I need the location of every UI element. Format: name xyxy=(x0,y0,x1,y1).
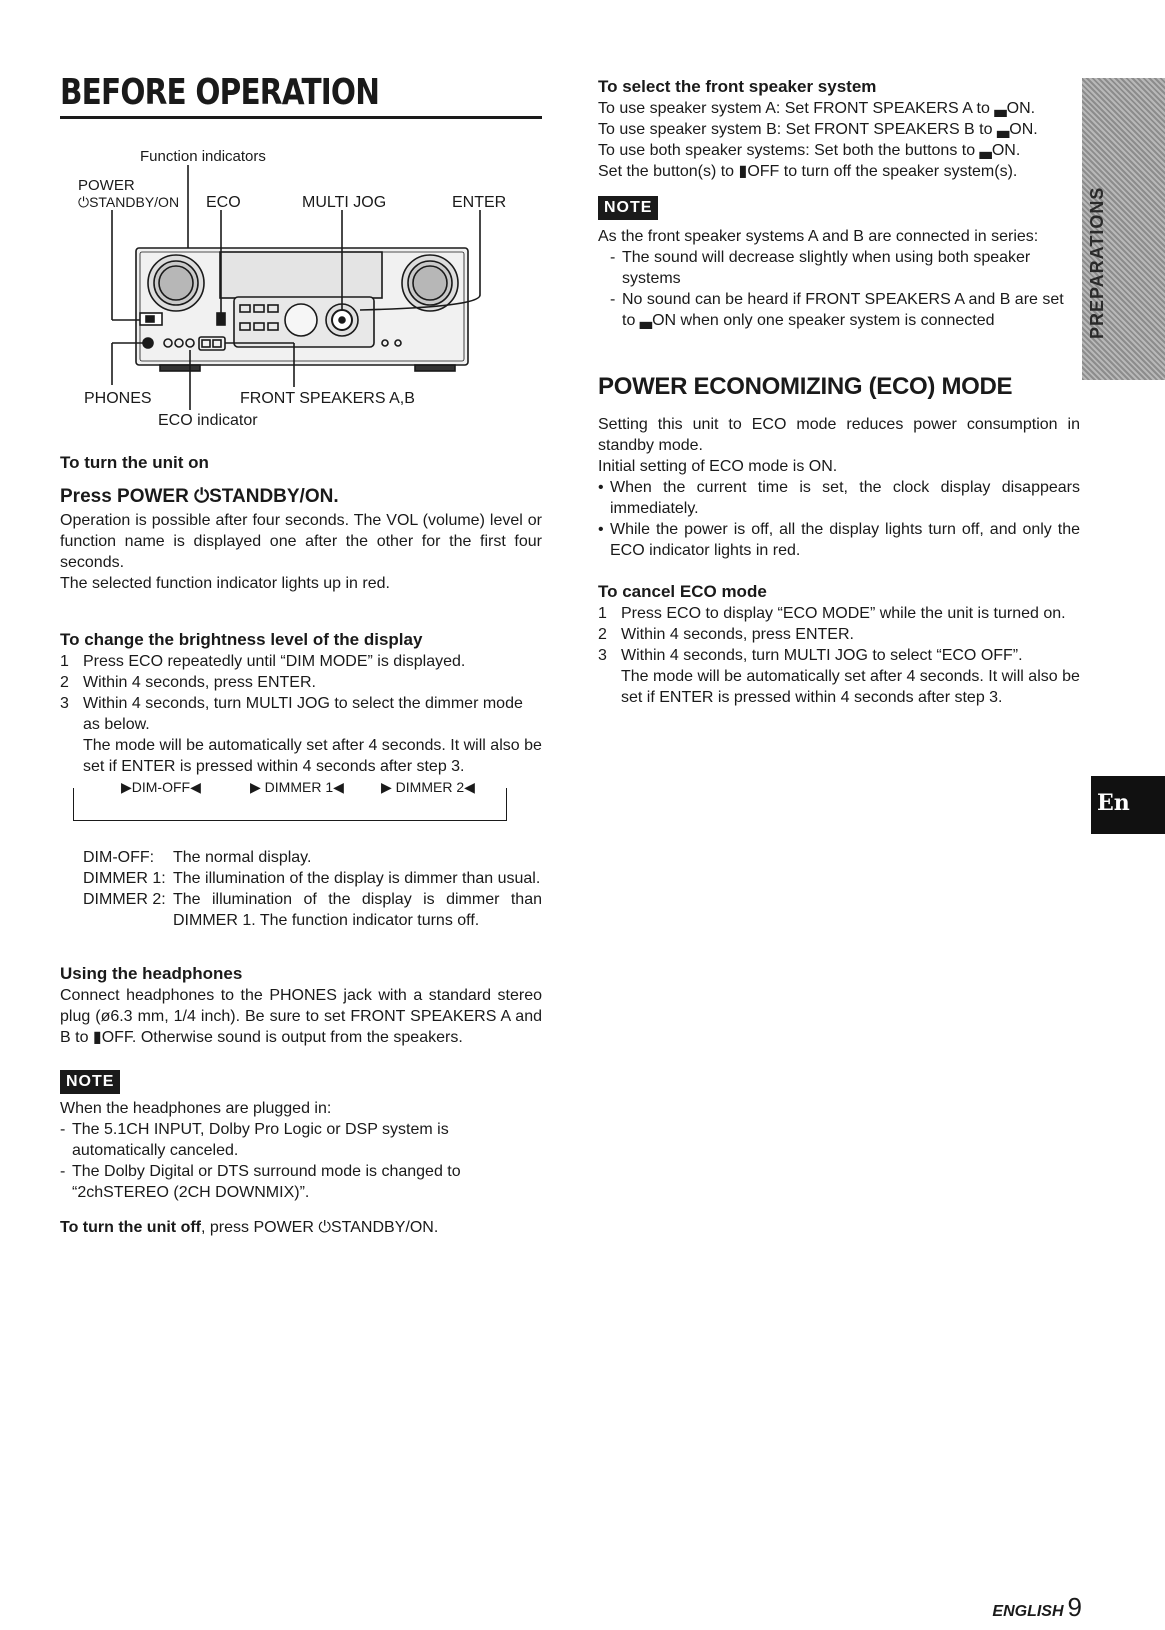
front-speaker-section xyxy=(598,76,1080,331)
page-footer xyxy=(992,1592,1082,1623)
language-tab xyxy=(1091,776,1165,834)
list-item: 3 Within 4 seconds, turn MULTI JOG to select “ECO OFF”. xyxy=(598,647,1023,664)
turn-on-press: Press POWER ⏻STANDBY/ON. xyxy=(60,486,339,507)
headphones-body: Connect headphones to the PHONES jack with a standard stereo plug (ø6.3 mm, 1/4 inch). Be sure to set FRONT SPEAKERS A and B to ▮OFF. Otherwise sound is output from the speakers. xyxy=(60,987,542,1046)
list-item: - The sound will decrease slightly when using both speaker systems xyxy=(610,249,1031,287)
turn-off-rest: , press POWER ⏻STANDBY/ON. xyxy=(201,1219,439,1236)
headphones-section xyxy=(60,963,542,1203)
cancel-eco-heading: To cancel ECO mode xyxy=(598,582,767,601)
list-item: • While the power is off, all the display lights turn off, and only the ECO indicator lights in red. xyxy=(598,521,1080,559)
note-intro: As the front speaker systems A and B are connected in series: xyxy=(598,228,1039,245)
dimmer-definitions xyxy=(83,847,542,931)
def-row: DIM-OFF: The normal display. xyxy=(83,849,312,866)
headphones-heading: Using the headphones xyxy=(60,964,243,983)
language-tab-label: En xyxy=(1097,790,1130,816)
turn-on-body2: The selected function indicator lights up in red. xyxy=(60,575,390,592)
note-list xyxy=(60,1119,542,1203)
eco-mode-bullets xyxy=(598,477,1080,561)
flow-dim-off: ▶DIM-OFF◀ xyxy=(121,779,201,795)
speaker-line-off: Set the button(s) to ▮OFF to turn off the speaker system(s). xyxy=(598,163,1018,180)
eco-mode-body: Setting this unit to ECO mode reduces power consumption in standby mode. xyxy=(598,416,1080,454)
turn-off-bold: To turn the unit off xyxy=(60,1219,201,1236)
list-item: - The 5.1CH INPUT, Dolby Pro Logic or DSP system is automatically canceled. xyxy=(60,1121,449,1159)
label-phones: PHONES xyxy=(84,390,152,407)
label-enter: ENTER xyxy=(452,194,507,211)
note-badge: NOTE xyxy=(598,196,658,220)
list-item: - The Dolby Digital or DTS surround mode is changed to “2chSTEREO (2CH DOWNMIX)”. xyxy=(60,1163,461,1201)
list-item: 1 Press ECO repeatedly until “DIM MODE” is displayed. xyxy=(60,653,466,670)
receiver-drawing xyxy=(60,145,542,455)
note-badge: NOTE xyxy=(60,1070,120,1094)
flow-dimmer-2: ▶ DIMMER 2◀ xyxy=(381,779,475,795)
side-tab-label: PREPARATIONS xyxy=(1087,186,1107,340)
page-number: 9 xyxy=(1067,1592,1082,1622)
footer-language: ENGLISH xyxy=(992,1603,1064,1620)
label-standby: ⏻STANDBY/ON xyxy=(78,194,180,210)
page-title: BEFORE OPERATION xyxy=(60,72,380,113)
brightness-steps xyxy=(60,651,542,777)
turn-off-line xyxy=(60,1217,542,1238)
list-item: The mode will be automatically set after 4 seconds. It will also be set if ENTER is pressed within 4 seconds after step 3. xyxy=(621,668,1080,706)
section-side-tab xyxy=(1082,78,1165,380)
note-intro: When the headphones are plugged in: xyxy=(60,1100,332,1117)
def-row: DIMMER 2: The illumination of the display is dimmer than DIMMER 1. The function indicator turns off. xyxy=(83,891,542,929)
list-item: 3 Within 4 seconds, turn MULTI JOG to select the dimmer mode as below. xyxy=(60,695,523,733)
title-rule xyxy=(60,116,542,119)
page-title-wrap xyxy=(60,70,542,116)
headphones-note xyxy=(60,1070,542,1203)
label-eco-indicator: ECO indicator xyxy=(158,412,258,429)
turn-on-body: Operation is possible after four seconds. The VOL (volume) level or function name is displayed one after the other for the first four seconds. xyxy=(60,512,542,571)
label-eco: ECO xyxy=(206,194,241,211)
turn-on-section xyxy=(60,452,542,594)
eco-mode-section xyxy=(598,372,1080,561)
eco-mode-body2: Initial setting of ECO mode is ON. xyxy=(598,458,838,475)
brightness-section xyxy=(60,629,542,931)
flow-dimmer-1: ▶ DIMMER 1◀ xyxy=(250,779,344,795)
eco-mode-heading: POWER ECONOMIZING (ECO) MODE xyxy=(598,373,1013,400)
list-item: - No sound can be heard if FRONT SPEAKERS A and B are set to ▃ON when only one speaker system is connected xyxy=(610,291,1064,329)
list-item: 1 Press ECO to display “ECO MODE” while the unit is turned on. xyxy=(598,605,1066,622)
cancel-eco-steps xyxy=(598,603,1080,708)
front-panel-figure xyxy=(60,145,542,455)
list-item: • When the current time is set, the clock display disappears immediately. xyxy=(598,479,1080,517)
brightness-heading: To change the brightness level of the display xyxy=(60,630,423,649)
front-speaker-heading: To select the front speaker system xyxy=(598,77,877,96)
label-front-speakers: FRONT SPEAKERS A,B xyxy=(240,390,415,407)
list-item: 2 Within 4 seconds, press ENTER. xyxy=(598,626,854,643)
speaker-line-b: To use speaker system B: Set FRONT SPEAKERS B to ▃ON. xyxy=(598,121,1038,138)
dimmer-flow-diagram xyxy=(73,781,507,827)
speaker-line-both: To use both speaker systems: Set both the buttons to ▃ON. xyxy=(598,142,1021,159)
label-power: POWER xyxy=(78,177,135,194)
label-function-indicators: Function indicators xyxy=(140,148,266,165)
turn-on-heading: To turn the unit on xyxy=(60,453,209,472)
label-multi-jog: MULTI JOG xyxy=(302,194,387,211)
speaker-line-a: To use speaker system A: Set FRONT SPEAKERS A to ▃ON. xyxy=(598,100,1036,117)
note-list xyxy=(610,247,1080,331)
list-item: 2 Within 4 seconds, press ENTER. xyxy=(60,674,316,691)
list-item: The mode will be automatically set after 4 seconds. It will also be set if ENTER is pressed within 4 seconds after step 3. xyxy=(83,737,542,775)
def-row: DIMMER 1: The illumination of the display is dimmer than usual. xyxy=(83,870,541,887)
cancel-eco-section xyxy=(598,581,1080,708)
front-speaker-note xyxy=(598,196,1080,331)
